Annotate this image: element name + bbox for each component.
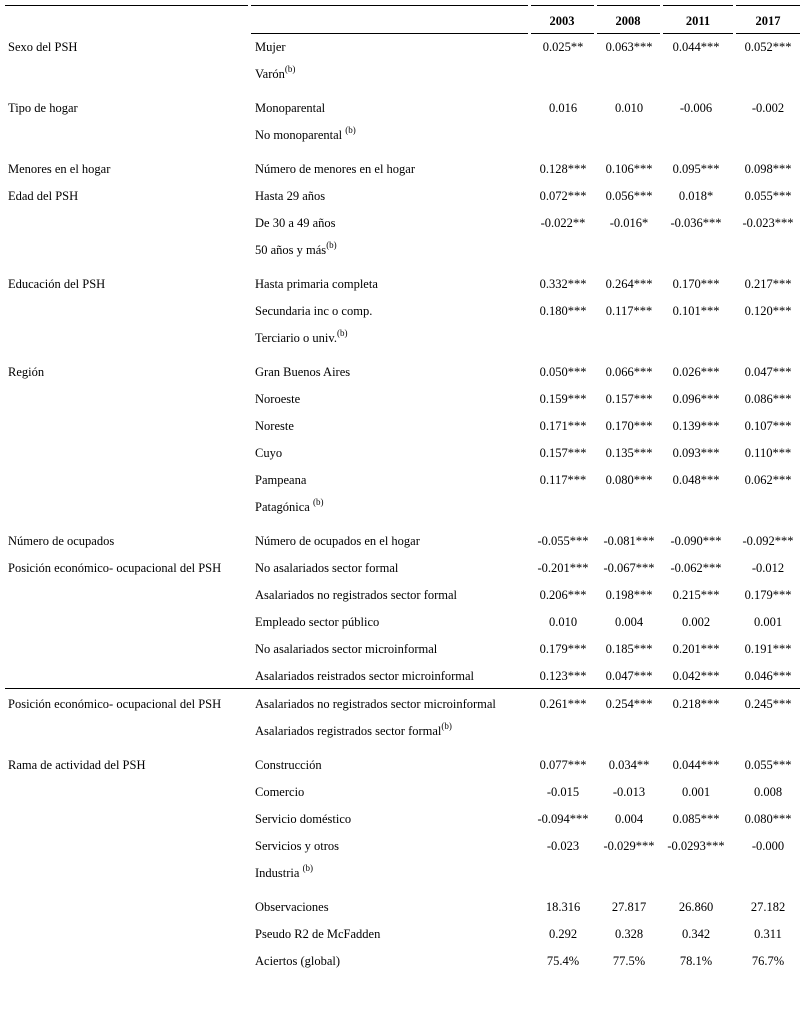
coef-2008: 0.010 <box>614 101 644 115</box>
row-variable-text: Hasta 29 años <box>255 189 326 203</box>
reference-category-marker: (b) <box>312 497 324 507</box>
coef-2011: 0.026*** <box>672 365 720 379</box>
coef-2017: 0.001 <box>753 615 783 629</box>
table-row <box>0 669 805 696</box>
row-variable-text: Patagónica <box>255 500 313 514</box>
table-row <box>0 328 805 358</box>
table-row <box>0 863 805 893</box>
row-variable-text: Monoparental <box>255 101 326 115</box>
row-variable-label <box>255 588 457 603</box>
row-group-label: Tipo de hogar <box>8 101 78 115</box>
coef-2008: 77.5% <box>612 954 646 968</box>
coef-2017: 0.311 <box>754 927 782 941</box>
coef-2003: 0.180*** <box>539 304 587 318</box>
coef-2003: -0.015 <box>546 785 580 799</box>
table-row <box>0 189 805 216</box>
table-row <box>0 588 805 615</box>
row-variable-label <box>255 642 437 657</box>
row-variable-text: Número de menores en el hogar <box>255 162 416 176</box>
row-variable-label <box>255 328 348 346</box>
row-group-label: Número de ocupados <box>8 534 115 548</box>
coef-2017: -0.092*** <box>742 534 794 548</box>
coef-2008: 0.066*** <box>605 365 653 379</box>
coef-2003: 18.316 <box>545 900 581 914</box>
coef-2011: 0.018* <box>678 189 714 203</box>
table-row <box>0 446 805 473</box>
row-group-label: Región <box>8 365 45 379</box>
table-row <box>0 758 805 785</box>
coef-2003: 0.206*** <box>539 588 587 602</box>
coef-2003: -0.023 <box>546 839 580 853</box>
coef-2003: 0.050*** <box>539 365 587 379</box>
table-row <box>0 839 805 866</box>
coef-2017: 0.120*** <box>744 304 792 318</box>
coef-2008: -0.081*** <box>603 534 655 548</box>
coef-2017: -0.012 <box>751 561 785 575</box>
coef-2008: 0.080*** <box>605 473 653 487</box>
row-variable-text: Número de ocupados en el hogar <box>255 534 420 548</box>
coef-2003: 0.171*** <box>539 419 587 433</box>
coef-2017: 0.107*** <box>744 419 792 433</box>
coef-2003: 0.010 <box>548 615 578 629</box>
table-row <box>0 785 805 812</box>
row-variable-text: 50 años y más <box>255 243 327 257</box>
table-row <box>0 304 805 331</box>
row-variable-text: Noroeste <box>255 392 301 406</box>
coef-2017: 0.217*** <box>744 277 792 291</box>
header-col-2003: 2003 <box>549 14 575 28</box>
row-group-label: Sexo del PSH <box>8 40 78 54</box>
coef-2017: 0.080*** <box>744 812 792 826</box>
row-group-label: Educación del PSH <box>8 277 106 291</box>
coef-2017: -0.002 <box>751 101 785 115</box>
row-variable-label <box>255 721 452 739</box>
coef-2011: 0.093*** <box>672 446 720 460</box>
row-variable-label <box>255 304 372 319</box>
coef-2011: 0.096*** <box>672 392 720 406</box>
coef-2008: 0.157*** <box>605 392 653 406</box>
coef-2011: 0.101*** <box>672 304 720 318</box>
row-variable-text: Pseudo R2 de McFadden <box>255 927 381 941</box>
row-variable-label <box>255 839 339 854</box>
coef-2003: -0.022** <box>540 216 586 230</box>
coef-2008: 0.254*** <box>605 697 653 711</box>
coef-2008: 0.198*** <box>605 588 653 602</box>
table-row <box>0 101 805 128</box>
table-row <box>0 216 805 243</box>
coef-2011: -0.006 <box>679 101 713 115</box>
coef-2017: 0.191*** <box>744 642 792 656</box>
row-variable-text: Empleado sector público <box>255 615 380 629</box>
row-variable-text: Servicios y otros <box>255 839 340 853</box>
row-variable-label <box>255 446 282 461</box>
coef-2011: 0.201*** <box>672 642 720 656</box>
coef-2011: 0.001 <box>681 785 711 799</box>
coef-2017: 0.046*** <box>744 669 792 683</box>
row-variable-text: Industria <box>255 866 303 880</box>
row-variable-text: Noreste <box>255 419 294 433</box>
row-group-label: Posición económico- ocupacional del PSH <box>8 697 222 711</box>
row-variable-text: No monoparental <box>255 128 346 142</box>
table-row <box>0 721 805 751</box>
coef-2008: 0.106*** <box>605 162 653 176</box>
row-variable-label <box>255 419 294 434</box>
table-row <box>0 40 805 67</box>
table-row <box>0 697 805 724</box>
coef-2003: 0.072*** <box>539 189 587 203</box>
coef-2008: 0.264*** <box>605 277 653 291</box>
reference-category-marker: (b) <box>284 64 296 74</box>
coef-2017: 27.182 <box>750 900 786 914</box>
coef-2003: 0.157*** <box>539 446 587 460</box>
coef-2011: 0.002 <box>681 615 711 629</box>
coef-2008: -0.029*** <box>603 839 655 853</box>
coef-2017: 0.052*** <box>744 40 792 54</box>
coef-2008: 0.056*** <box>605 189 653 203</box>
row-variable-text: Asalariados registrados sector formal <box>255 724 442 738</box>
coef-2008: 0.185*** <box>605 642 653 656</box>
coef-2017: 76.7% <box>751 954 785 968</box>
row-variable-label <box>255 277 378 292</box>
row-variable-text: No asalariados sector formal <box>255 561 399 575</box>
table-row <box>0 812 805 839</box>
row-variable-text: De 30 a 49 años <box>255 216 336 230</box>
row-variable-label <box>255 64 296 82</box>
coef-2008: 0.117*** <box>605 304 653 318</box>
coef-2003: 0.179*** <box>539 642 587 656</box>
coef-2008: 27.817 <box>611 900 647 914</box>
coef-2011: 26.860 <box>678 900 714 914</box>
coef-2017: 0.110*** <box>744 446 792 460</box>
row-variable-text: Pampeana <box>255 473 307 487</box>
coef-2011: 0.085*** <box>672 812 720 826</box>
coef-2017: 0.055*** <box>744 189 792 203</box>
coef-2003: 0.123*** <box>539 669 587 683</box>
row-variable-text: Asalariados no registrados sector formal <box>255 588 458 602</box>
reference-category-marker: (b) <box>336 328 348 338</box>
coef-2008: -0.013 <box>612 785 646 799</box>
table-row <box>0 392 805 419</box>
row-variable-text: Secundaria inc o comp. <box>255 304 373 318</box>
row-variable-text: Mujer <box>255 40 286 54</box>
row-variable-label <box>255 812 351 827</box>
row-group-label: Menores en el hogar <box>8 162 111 176</box>
row-variable-label <box>255 473 306 488</box>
coef-2017: 0.098*** <box>744 162 792 176</box>
table-row <box>0 561 805 588</box>
table-row <box>0 900 805 927</box>
row-variable-text: Cuyo <box>255 446 283 460</box>
coef-2003: 75.4% <box>546 954 580 968</box>
coef-2017: 0.008 <box>753 785 783 799</box>
coef-2017: 0.179*** <box>744 588 792 602</box>
table-row <box>0 927 805 954</box>
coef-2008: 0.034** <box>608 758 650 772</box>
row-group-label: Rama de actividad del PSH <box>8 758 146 772</box>
coef-2017: -0.000 <box>751 839 785 853</box>
row-variable-label <box>255 785 304 800</box>
table-row <box>0 534 805 561</box>
table-row <box>0 162 805 189</box>
coef-2008: 0.004 <box>614 812 644 826</box>
coef-2011: -0.090*** <box>670 534 722 548</box>
row-variable-label <box>255 697 496 712</box>
row-variable-label <box>255 615 379 630</box>
table-row <box>0 642 805 669</box>
table-row <box>0 954 805 981</box>
reference-category-marker: (b) <box>326 240 337 250</box>
coef-2008: 0.135*** <box>605 446 653 460</box>
row-variable-label <box>255 240 337 258</box>
row-variable-label <box>255 392 300 407</box>
coef-2003: -0.055*** <box>537 534 589 548</box>
coef-2017: 0.055*** <box>744 758 792 772</box>
row-variable-label <box>255 162 415 177</box>
coef-2011: -0.036*** <box>670 216 722 230</box>
row-variable-text: Servicio doméstico <box>255 812 352 826</box>
table-row <box>0 240 805 270</box>
row-variable-label <box>255 927 380 942</box>
coef-2003: 0.159*** <box>539 392 587 406</box>
row-group-label: Edad del PSH <box>8 189 79 203</box>
coef-2003: 0.016 <box>548 101 578 115</box>
row-variable-label <box>255 669 474 684</box>
row-variable-label <box>255 365 350 380</box>
coef-2008: -0.016* <box>609 216 649 230</box>
row-variable-text: Hasta primaria completa <box>255 277 378 291</box>
coef-2011: 0.218*** <box>672 697 720 711</box>
coef-2011: 0.215*** <box>672 588 720 602</box>
row-variable-text: Aciertos (global) <box>255 954 341 968</box>
table-row <box>0 125 805 155</box>
row-group-label: Posición económico- ocupacional del PSH <box>8 561 222 575</box>
coef-2017: 0.047*** <box>744 365 792 379</box>
table-row <box>0 615 805 642</box>
coef-2003: 0.128*** <box>539 162 587 176</box>
row-variable-label <box>255 758 322 773</box>
header-blank-1 <box>5 5 248 33</box>
row-variable-text: Asalariados reistrados sector microinformal <box>255 669 475 683</box>
coef-2017: 0.086*** <box>744 392 792 406</box>
coef-2008: 0.004 <box>614 615 644 629</box>
row-variable-label <box>255 101 325 116</box>
coef-2003: -0.201*** <box>537 561 589 575</box>
row-variable-label <box>255 189 325 204</box>
coef-2011: 0.048*** <box>672 473 720 487</box>
coef-2011: 0.139*** <box>672 419 720 433</box>
coef-2011: 0.044*** <box>672 758 720 772</box>
coef-2011: 78.1% <box>679 954 713 968</box>
table-row <box>0 497 805 527</box>
row-variable-text: Gran Buenos Aires <box>255 365 351 379</box>
row-variable-label <box>255 125 356 143</box>
row-variable-text: No asalariados sector microinformal <box>255 642 438 656</box>
coef-2008: 0.170*** <box>605 419 653 433</box>
table-row <box>0 277 805 304</box>
table-row <box>0 473 805 500</box>
coef-2003: 0.261*** <box>539 697 587 711</box>
page-break-rule <box>5 688 800 689</box>
header-col-2011: 2011 <box>685 14 711 28</box>
coef-2008: 0.063*** <box>605 40 653 54</box>
row-variable-text: Construcción <box>255 758 322 772</box>
row-variable-label <box>255 216 336 231</box>
coef-2008: 0.328 <box>614 927 644 941</box>
header-blank-2 <box>251 5 528 34</box>
row-variable-label <box>255 863 314 881</box>
coef-2011: -0.0293*** <box>667 839 725 853</box>
coef-2003: 0.077*** <box>539 758 587 772</box>
coef-2017: 0.245*** <box>744 697 792 711</box>
header-col-2008: 2008 <box>615 14 641 28</box>
coef-2011: -0.062*** <box>670 561 722 575</box>
coef-2011: 0.095*** <box>672 162 720 176</box>
reference-category-marker: (b) <box>441 721 452 731</box>
coef-2011: 0.170*** <box>672 277 720 291</box>
row-variable-text: Observaciones <box>255 900 329 914</box>
coef-2011: 0.042*** <box>672 669 720 683</box>
coef-2003: 0.332*** <box>539 277 587 291</box>
coef-2003: 0.117*** <box>539 473 587 487</box>
row-variable-label <box>255 561 398 576</box>
row-variable-label <box>255 497 324 515</box>
row-variable-text: Comercio <box>255 785 305 799</box>
coef-2017: -0.023*** <box>742 216 794 230</box>
coef-2003: 0.025** <box>542 40 584 54</box>
row-variable-label <box>255 954 340 969</box>
table-row <box>0 419 805 446</box>
row-variable-text: Asalariados no registrados sector microinformal <box>255 697 496 711</box>
row-variable-label <box>255 534 420 549</box>
coef-2011: 0.342 <box>681 927 711 941</box>
header-col-2017: 2017 <box>755 14 781 28</box>
coef-2017: 0.062*** <box>744 473 792 487</box>
row-variable-text: Varón <box>255 67 285 81</box>
coef-2003: -0.094*** <box>537 812 589 826</box>
reference-category-marker: (b) <box>345 125 356 135</box>
coef-2011: 0.044*** <box>672 40 720 54</box>
coef-2003: 0.292 <box>548 927 578 941</box>
table-row <box>0 365 805 392</box>
coef-2008: -0.067*** <box>603 561 655 575</box>
reference-category-marker: (b) <box>302 863 314 873</box>
row-variable-label <box>255 900 329 915</box>
row-variable-label <box>255 40 286 55</box>
coef-2008: 0.047*** <box>605 669 653 683</box>
table-row <box>0 64 805 94</box>
row-variable-text: Terciario o univ. <box>255 331 337 345</box>
